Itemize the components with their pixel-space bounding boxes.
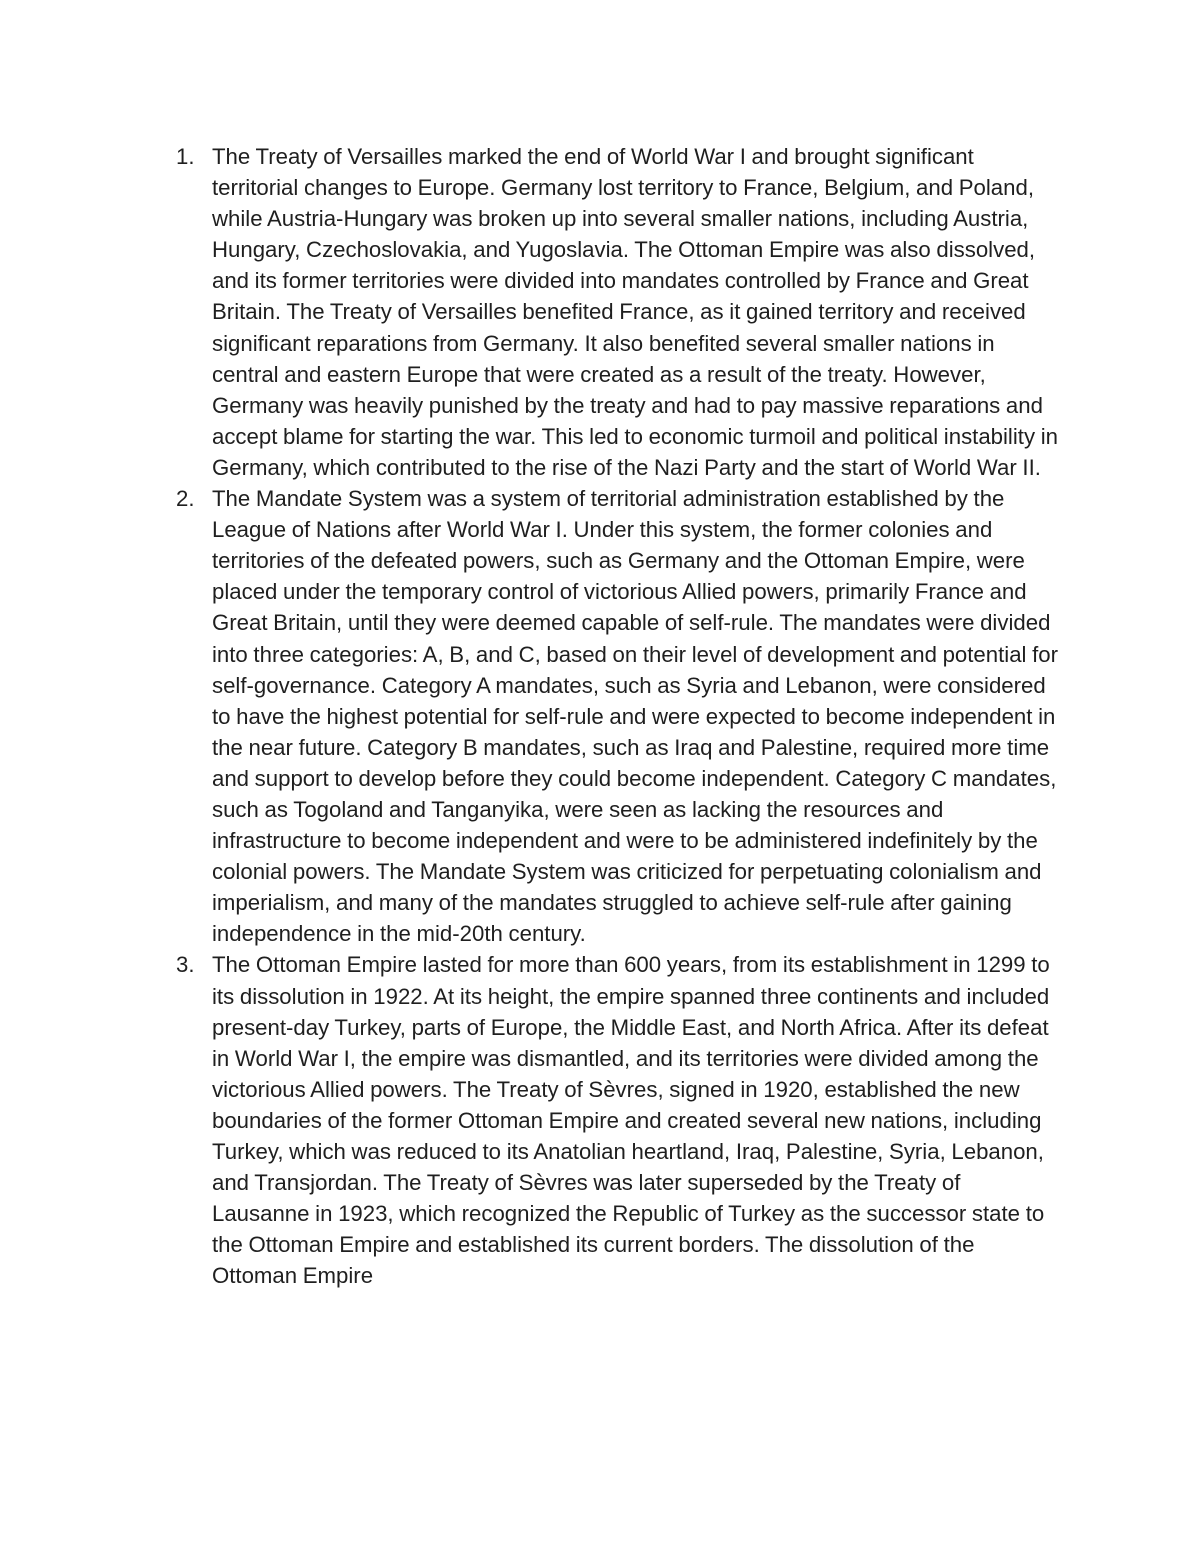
- list-item-number: 2.: [176, 486, 195, 512]
- list-item: [172, 949, 1062, 1291]
- list-item-text: The Ottoman Empire lasted for more than 600 years, from its establishment in 1299 to its dissolution in 1922. At its height, the empire spanned three continents and included present-day Turkey, parts of Europe, the Middle East, and North Africa. After its defeat in World War I, the empire was dismantled, and its territories were divided among the victorious Allied powers. The Treaty of Sèvres, signed in 1920, established the new boundaries of the former Ottoman Empire and created several new nations, including Turkey, which was reduced to its Anatolian heartland, Iraq, Palestine, Syria, Lebanon, and Transjordan. The Treaty of Sèvres was later superseded by the Treaty of Lausanne in 1923, which recognized the Republic of Turkey as the successor state to the Ottoman Empire and established its current borders. The dissolution of the Ottoman Empire: [212, 952, 1050, 1289]
- list-item-text: The Mandate System was a system of territorial administration established by the League of Nations after World War I. Under this system, the former colonies and territories of the defeated powers, such as Germany and the Ottoman Empire, were placed under the temporary control of victorious Allied powers, primarily France and Great Britain, until they were deemed capable of self-rule. The mandates were divided into three categories: A, B, and C, based on their level of development and potential for self-governance. Category A mandates, such as Syria and Lebanon, were considered to have the highest potential for self-rule and were expected to become independent in the near future. Category B mandates, such as Iraq and Palestine, required more time and support to develop before they could become independent. Category C mandates, such as Togoland and Tanganyika, were seen as lacking the resources and infrastructure to become independent and were to be administered indefinitely by the colonial powers. The Mandate System was criticized for perpetuating colonialism and imperialism, and many of the mandates struggled to achieve self-rule after gaining independence in the mid-20th century.: [212, 486, 1059, 947]
- list-item-number: 3.: [176, 952, 195, 978]
- numbered-list: [172, 141, 1062, 1291]
- list-item: [172, 141, 1062, 483]
- list-item: [172, 483, 1062, 949]
- list-item-number: 1.: [176, 144, 195, 169]
- list-item-text: The Treaty of Versailles marked the end of World War I and brought significant territorial changes to Europe. Germany lost territory to France, Belgium, and Poland, while Austria-Hungary was broken up into several smaller nations, including Austria, Hungary, Czechoslovakia, and Yugoslavia. The Ottoman Empire was also dissolved, and its former territories were divided into mandates controlled by France and Great Britain. The Treaty of Versailles benefited France, as it gained territory and received significant reparations from Germany. It also benefited several smaller nations in central and eastern Europe that were created as a result of the treaty. However, Germany was heavily punished by the treaty and had to pay massive reparations and accept blame for starting the war. This led to economic turmoil and political instability in Germany, which contributed to the rise of the Nazi Party and the start of World War II.: [212, 144, 1058, 480]
